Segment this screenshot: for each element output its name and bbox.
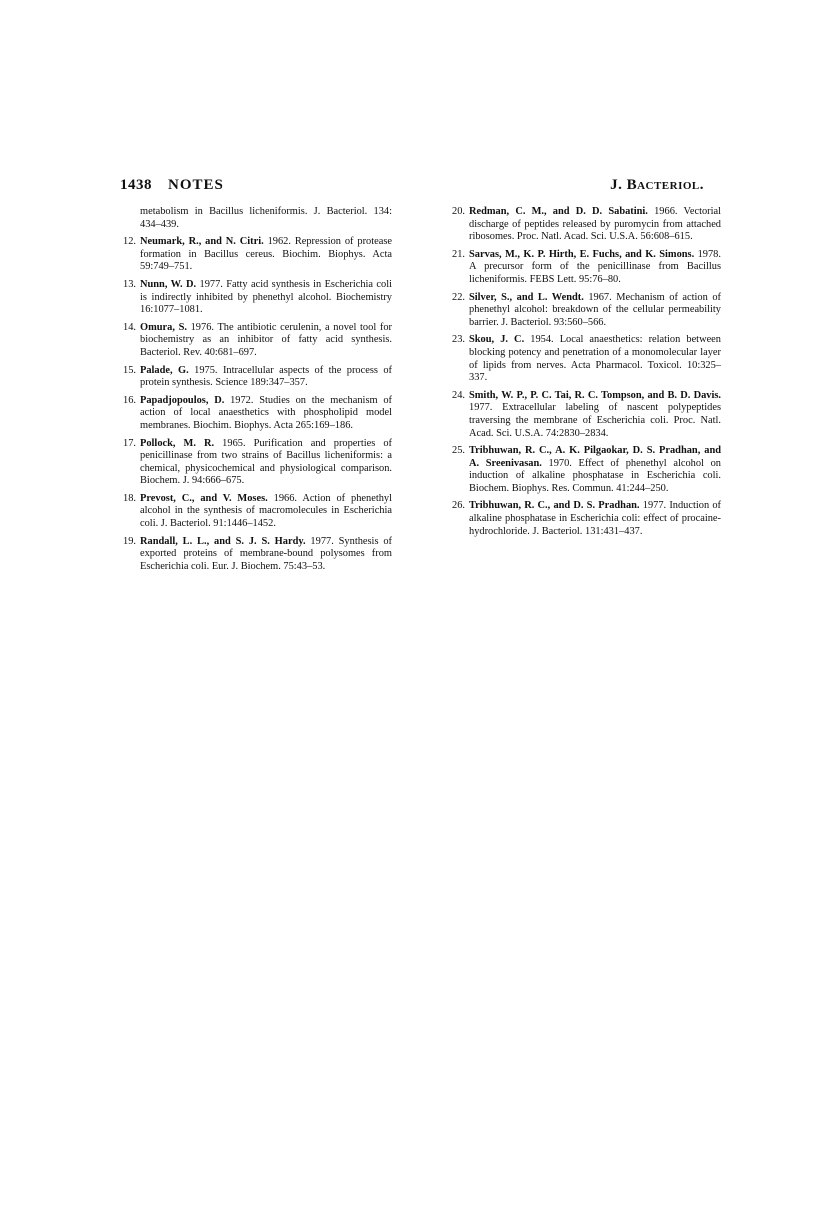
- reference-text: 1977. Synthesis of exported proteins of membrane-bound polysomes from Escherichia coli. Eur. J. Biochem. 75:43–53.: [140, 535, 392, 572]
- reference-text: 1967. Mechanism of action of phenethyl alcohol: breakdown of the cellular permeability barrier. J. Bacteriol. 93:560–566.: [469, 291, 721, 328]
- reference-number: 22.: [452, 291, 465, 303]
- reference-item: [120, 536, 392, 574]
- reference-text: 1977. Fatty acid synthesis in Escherichia coli is indirectly inhibited by phenethyl alcohol. Biochemistry 16:1077–1081.: [140, 278, 392, 316]
- reference-text: 1966. Action of phenethyl alcohol in the synthesis of macromolecules in Escherichia coli. J. Bacteriol. 91:1446–1452.: [140, 492, 392, 530]
- reference-authors: Silver, S., and L. Wendt.: [469, 291, 584, 303]
- reference-number: 23.: [452, 334, 465, 346]
- reference-text: 1962. Repression of protease formation in Bacillus cereus. Biochim. Biophys. Acta 59:749–751.: [140, 236, 392, 273]
- reference-text: 1977. Extracellular labeling of nascent polypeptides traversing the membrane of Escherichia coli. Proc. Natl. Acad. Sci. U.S.A. 74:2830–2834.: [469, 402, 721, 439]
- reference-item: [449, 500, 721, 538]
- reference-text: 1954. Local anaesthetics: relation between blocking potency and penetration of a monomolecular layer of lipids from nerves. Acta Pharmacol. Toxicol. 10:325–337.: [469, 334, 721, 384]
- reference-authors: Redman, C. M., and D. D. Sabatini.: [469, 206, 648, 217]
- reference-text: metabolism in Bacillus licheniformis. J. Bacteriol. 134: 434–439.: [140, 206, 392, 230]
- reference-item: [449, 249, 721, 287]
- reference-number: 25.: [452, 445, 465, 457]
- reference-item: [120, 236, 392, 274]
- reference-authors: Palade, G.: [140, 364, 189, 376]
- reference-number: 12.: [123, 236, 136, 248]
- reference-authors: Smith, W. P., P. C. Tai, R. C. Tompson, and B. D. Davis.: [469, 389, 721, 401]
- reference-authors: Tribhuwan, R. C., and D. S. Pradhan.: [469, 500, 640, 512]
- reference-number: 15.: [123, 364, 136, 376]
- reference-number: 24.: [452, 389, 465, 401]
- reference-number: 17.: [123, 437, 136, 449]
- reference-item: [120, 279, 392, 317]
- reference-item: [120, 395, 392, 433]
- reference-item: [120, 322, 392, 360]
- reference-item: [120, 438, 392, 488]
- reference-item: [449, 334, 721, 384]
- reference-item: [120, 365, 392, 390]
- reference-authors: Nunn, W. D.: [140, 278, 197, 290]
- reference-authors: Prevost, C., and V. Moses.: [140, 492, 268, 504]
- reference-item: [449, 206, 721, 244]
- journal-name: J. Bacteriol.: [610, 177, 704, 193]
- reference-number: 18.: [123, 492, 136, 504]
- reference-column-left: [120, 206, 392, 578]
- reference-text: 1972. Studies on the mechanism of action of local anaesthetics with phospholipid model membranes. Biochim. Biophys. Acta 265:169–186.: [140, 394, 392, 431]
- reference-number: 13.: [123, 278, 136, 290]
- reference-number: 19.: [123, 535, 136, 547]
- reference-number: 20.: [452, 206, 465, 217]
- reference-number: 14.: [123, 321, 136, 333]
- reference-authors: Pollock, M. R.: [140, 437, 215, 449]
- reference-item: [120, 206, 392, 231]
- reference-authors: Tribhuwan, R. C., A. K. Pilgaokar, D. S. Pradhan, and A. Sreenivasan.: [469, 445, 721, 469]
- reference-text: 1978. A precursor form of the penicillinase from Bacillus licheniformis. FEBS Lett. 95:76–80.: [469, 248, 721, 285]
- reference-text: 1976. The antibiotic cerulenin, a novel tool for biochemistry as an inhibitor of fatty acid synthesis. Bacteriol. Rev. 40:681–697.: [140, 321, 392, 358]
- reference-authors: Neumark, R., and N. Citri.: [140, 236, 264, 248]
- reference-text: 1975. Intracellular aspects of the process of protein synthesis. Science 189:347–357.: [140, 364, 392, 389]
- reference-authors: Sarvas, M., K. P. Hirth, E. Fuchs, and K. Simons.: [469, 248, 695, 260]
- reference-number: 21.: [452, 248, 465, 260]
- reference-item: [120, 493, 392, 531]
- section-title: NOTES: [168, 177, 224, 193]
- reference-text: 1965. Purification and properties of penicillinase from two strains of Bacillus licheniformis: a chemical, physicochemical and physiological comparison. Biochem. J. 94:666–675.: [140, 437, 393, 487]
- reference-column-right: [449, 206, 721, 543]
- reference-number: 16.: [123, 394, 136, 406]
- reference-authors: Papadjopoulos, D.: [140, 394, 225, 406]
- reference-text: 1970. Effect of phenethyl alcohol on induction of alkaline phosphatase in Escherichia coli. Biochem. Biophys. Res. Commun. 41:244–250.: [469, 457, 721, 494]
- reference-item: [449, 292, 721, 330]
- reference-item: [449, 390, 721, 440]
- reference-text: 1966. Vectorial discharge of peptides released by puromycin from attached ribosomes. Proc. Natl. Acad. Sci. U.S.A. 56:608–615.: [469, 206, 721, 243]
- page-header: [120, 177, 704, 199]
- reference-authors: Omura, S.: [140, 321, 187, 333]
- reference-authors: Randall, L. L., and S. J. S. Hardy.: [140, 535, 306, 547]
- reference-number: 26.: [452, 500, 465, 512]
- reference-item: [449, 445, 721, 495]
- page-number: 1438: [120, 177, 152, 193]
- reference-text: 1977. Induction of alkaline phosphatase in Escherichia coli: effect of procaine-hydrochloride. J. Bacteriol. 131:431–437.: [469, 500, 721, 537]
- reference-authors: Skou, J. C.: [469, 334, 525, 346]
